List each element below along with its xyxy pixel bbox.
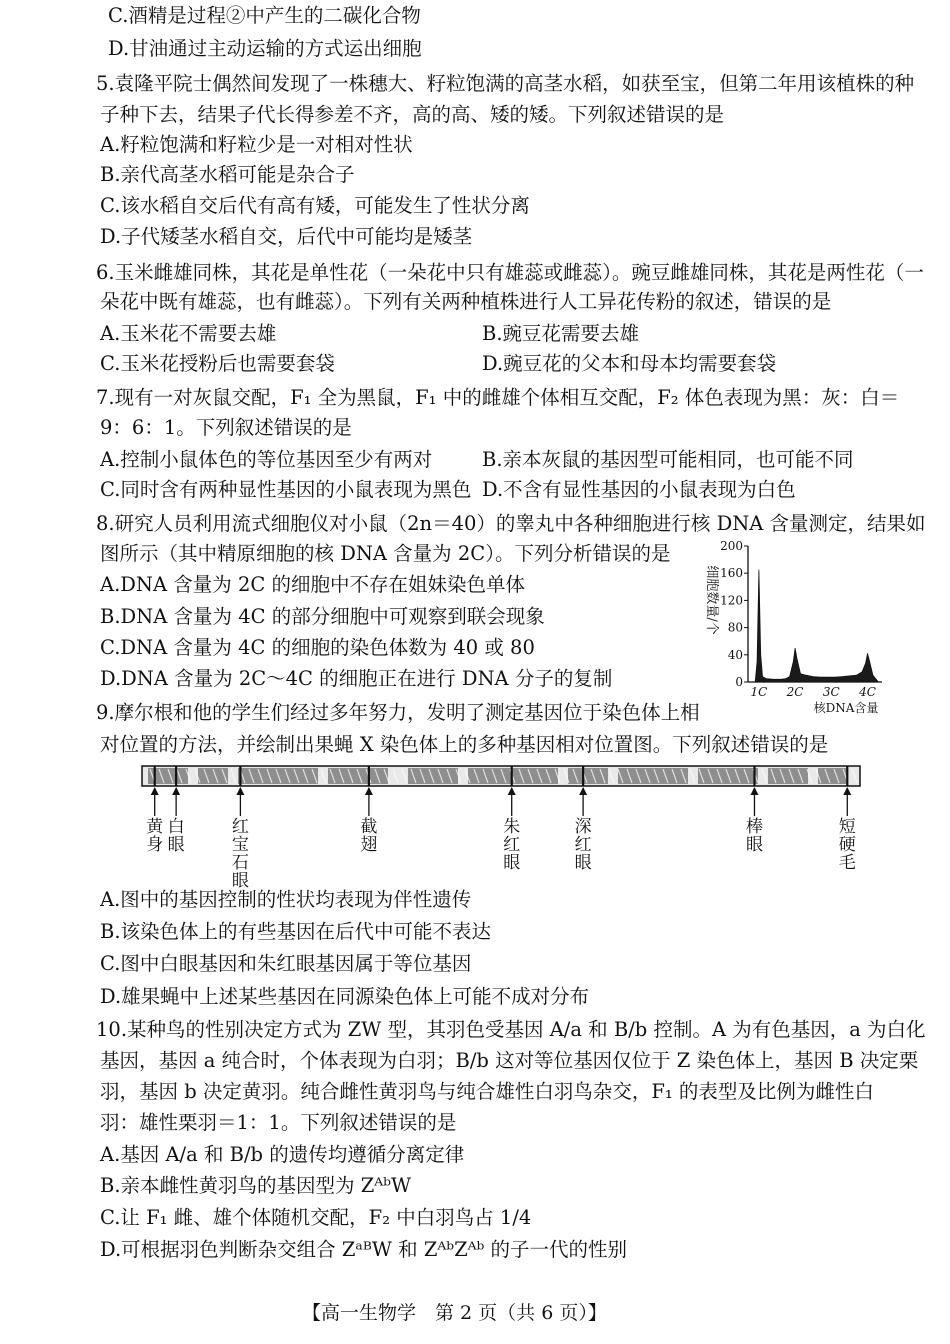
q8-stem-line2: 图所示（其中精原细胞的核 DNA 含量为 2C）。下列分析错误的是 xyxy=(100,542,671,565)
gene-arrow-head xyxy=(508,787,516,795)
gene-arrow-head xyxy=(843,787,851,795)
q7-option-a: A.控制小鼠体色的等位基因至少有两对 xyxy=(100,448,433,471)
q9-stem-line1: 9.摩尔根和他的学生们经过多年努力，发明了测定基因位于染色体上相 xyxy=(96,701,700,724)
q8-option-b: B.DNA 含量为 4C 的部分细胞中可观察到联会现象 xyxy=(100,605,545,628)
q10-option-d: D.可根据羽色判断杂交组合 ZᵃᴮW 和 ZᴬᵇZᴬᵇ 的子一代的性别 xyxy=(100,1238,627,1261)
q5-option-c: C.该水稻自交后代有高有矮，可能发生了性状分离 xyxy=(100,194,530,217)
y-tick-label: 40 xyxy=(727,647,743,662)
page-footer: 【高一生物学 第 2 页（共 6 页）】 xyxy=(302,1302,607,1324)
gene-label: 截翅 xyxy=(360,817,378,855)
gene-arrow-head xyxy=(172,787,180,795)
gene-label: 红宝石眼 xyxy=(231,817,249,891)
q8-stem-line1: 8.研究人员利用流式细胞仪对小鼠（2n＝40）的睾丸中各种细胞进行核 DNA 含量测定，结果如 xyxy=(96,512,926,535)
q10-stem-line3: 羽，基因 b 决定黄羽。纯合雌性黄羽鸟与纯合雄性白羽鸟杂交，F₁ 的表型及比例为雌性白 xyxy=(100,1080,874,1103)
q6-option-d: D.豌豆花的父本和母本均需要套袋 xyxy=(482,352,777,375)
q4-option-c: C.酒精是过程②中产生的二碳化合物 xyxy=(108,4,421,27)
q7-stem-line1: 7.现有一对灰鼠交配，F₁ 全为黑鼠，F₁ 中的雌雄个体相互交配，F₂ 体色表现为黑：灰：白＝ xyxy=(96,386,900,409)
q7-option-c: C.同时含有两种显性基因的小鼠表现为黑色 xyxy=(100,478,472,501)
q10-stem-line2: 基因，基因 a 纯合时，个体表现为白羽；B/b 这对等位基因仅位于 Z 染色体上，基因 B 决定栗 xyxy=(100,1049,919,1072)
q10-option-c: C.让 F₁ 雌、雄个体随机交配，F₂ 中白羽鸟占 1/4 xyxy=(100,1206,532,1229)
y-tick-label: 0 xyxy=(735,675,743,689)
x-tick-label: 1C xyxy=(750,685,768,699)
q6-option-b: B.豌豆花需要去雄 xyxy=(482,322,640,345)
gene-label: 短硬毛 xyxy=(838,817,856,873)
q8-option-a: A.DNA 含量为 2C 的细胞中不存在姐妹染色单体 xyxy=(100,573,525,596)
gene-arrow-head xyxy=(579,787,587,795)
q5-option-b: B.亲代高茎水稻可能是杂合子 xyxy=(100,163,355,186)
gene-label: 白眼 xyxy=(167,817,185,855)
q6-stem-line1: 6.玉米雌雄同株，其花是单性花（一朵花中只有雄蕊或雌蕊）。豌豆雌雄同株，其花是两性花（一 xyxy=(96,261,924,284)
q5-option-d: D.子代矮茎水稻自交，后代中可能均是矮茎 xyxy=(100,225,473,248)
q9-option-c: C.图中白眼基因和朱红眼基因属于等位基因 xyxy=(100,952,472,975)
y-tick-label: 80 xyxy=(727,620,743,635)
y-axis-title: 细胞数量/个 xyxy=(704,565,719,635)
q6-stem-line2: 朵花中既有雄蕊，也有雌蕊）。下列有关两种植株进行人工异花传粉的叙述，错误的是 xyxy=(100,290,832,313)
histogram-area xyxy=(755,570,878,682)
q6-option-a: A.玉米花不需要去雄 xyxy=(100,322,277,345)
q7-stem-line2: 9：6：1。下列叙述错误的是 xyxy=(100,416,352,439)
x-tick-label: 2C xyxy=(786,685,804,699)
q10-option-b: B.亲本雌性黄羽鸟的基因型为 ZᴬᵇW xyxy=(100,1174,411,1197)
y-tick-label: 120 xyxy=(720,593,743,608)
q5-option-a: A.籽粒饱满和籽粒少是一对相对性状 xyxy=(100,133,413,156)
y-tick-label: 200 xyxy=(720,540,743,553)
gene-arrow-head xyxy=(151,787,159,795)
q10-option-a: A.基因 A/a 和 B/b 的遗传均遵循分离定律 xyxy=(100,1143,465,1166)
q4-option-d: D.甘油通过主动运输的方式运出细胞 xyxy=(108,37,422,60)
chromosome-band xyxy=(618,768,688,784)
x-tick-label: 4C xyxy=(859,685,876,699)
q9-option-a: A.图中的基因控制的性状均表现为伴性遗传 xyxy=(100,888,472,911)
gene-arrow-head xyxy=(236,787,244,795)
q10-stem-line4: 羽：雄性栗羽＝1：1。下列叙述错误的是 xyxy=(100,1111,457,1134)
gene-arrow-head xyxy=(365,787,373,795)
q7-option-b: B.亲本灰鼠的基因型可能相同，也可能不同 xyxy=(482,448,854,471)
x-chromosome-gene-map xyxy=(138,764,864,820)
q5-stem-line2: 子种下去，结果子代长得参差不齐，高的高、矮的矮。下列叙述错误的是 xyxy=(100,103,725,126)
y-tick-label: 160 xyxy=(720,566,743,581)
q8-option-d: D.DNA 含量为 2C～4C 的细胞正在进行 DNA 分子的复制 xyxy=(100,667,613,690)
q5-stem-line1: 5.袁隆平院士偶然间发现了一株穗大、籽粒饱满的高茎水稻，如获至宝，但第二年用该植株的种 xyxy=(96,72,915,95)
q9-option-b: B.该染色体上的有些基因在后代中可能不表达 xyxy=(100,920,492,943)
q8-option-c: C.DNA 含量为 4C 的细胞的染色体数为 40 或 80 xyxy=(100,636,535,659)
gene-arrow-head xyxy=(750,787,758,795)
q6-option-c: C.玉米花授粉后也需要套袋 xyxy=(100,352,335,375)
gene-label: 深红眼 xyxy=(574,817,592,873)
gene-label: 棒眼 xyxy=(745,817,763,855)
q7-option-d: D.不含有显性基因的小鼠表现为白色 xyxy=(482,478,796,501)
q9-option-d: D.雄果蝇中上述某些基因在同源染色体上可能不成对分布 xyxy=(100,985,590,1008)
x-axis-title: 核DNA含量 xyxy=(813,701,879,715)
q9-stem-line2: 对位置的方法，并绘制出果蝇 X 染色体上的多种基因相对位置图。下列叙述错误的是 xyxy=(100,733,829,756)
gene-label: 朱红眼 xyxy=(503,817,521,873)
q10-stem-line1: 10.某种鸟的性别决定方式为 ZW 型，其羽色受基因 A/a 和 B/b 控制。A 为有色基因，a 为白化 xyxy=(96,1018,926,1041)
x-tick-label: 3C xyxy=(822,685,840,699)
gene-label: 黄身 xyxy=(146,817,164,855)
dna-content-histogram xyxy=(696,540,886,720)
